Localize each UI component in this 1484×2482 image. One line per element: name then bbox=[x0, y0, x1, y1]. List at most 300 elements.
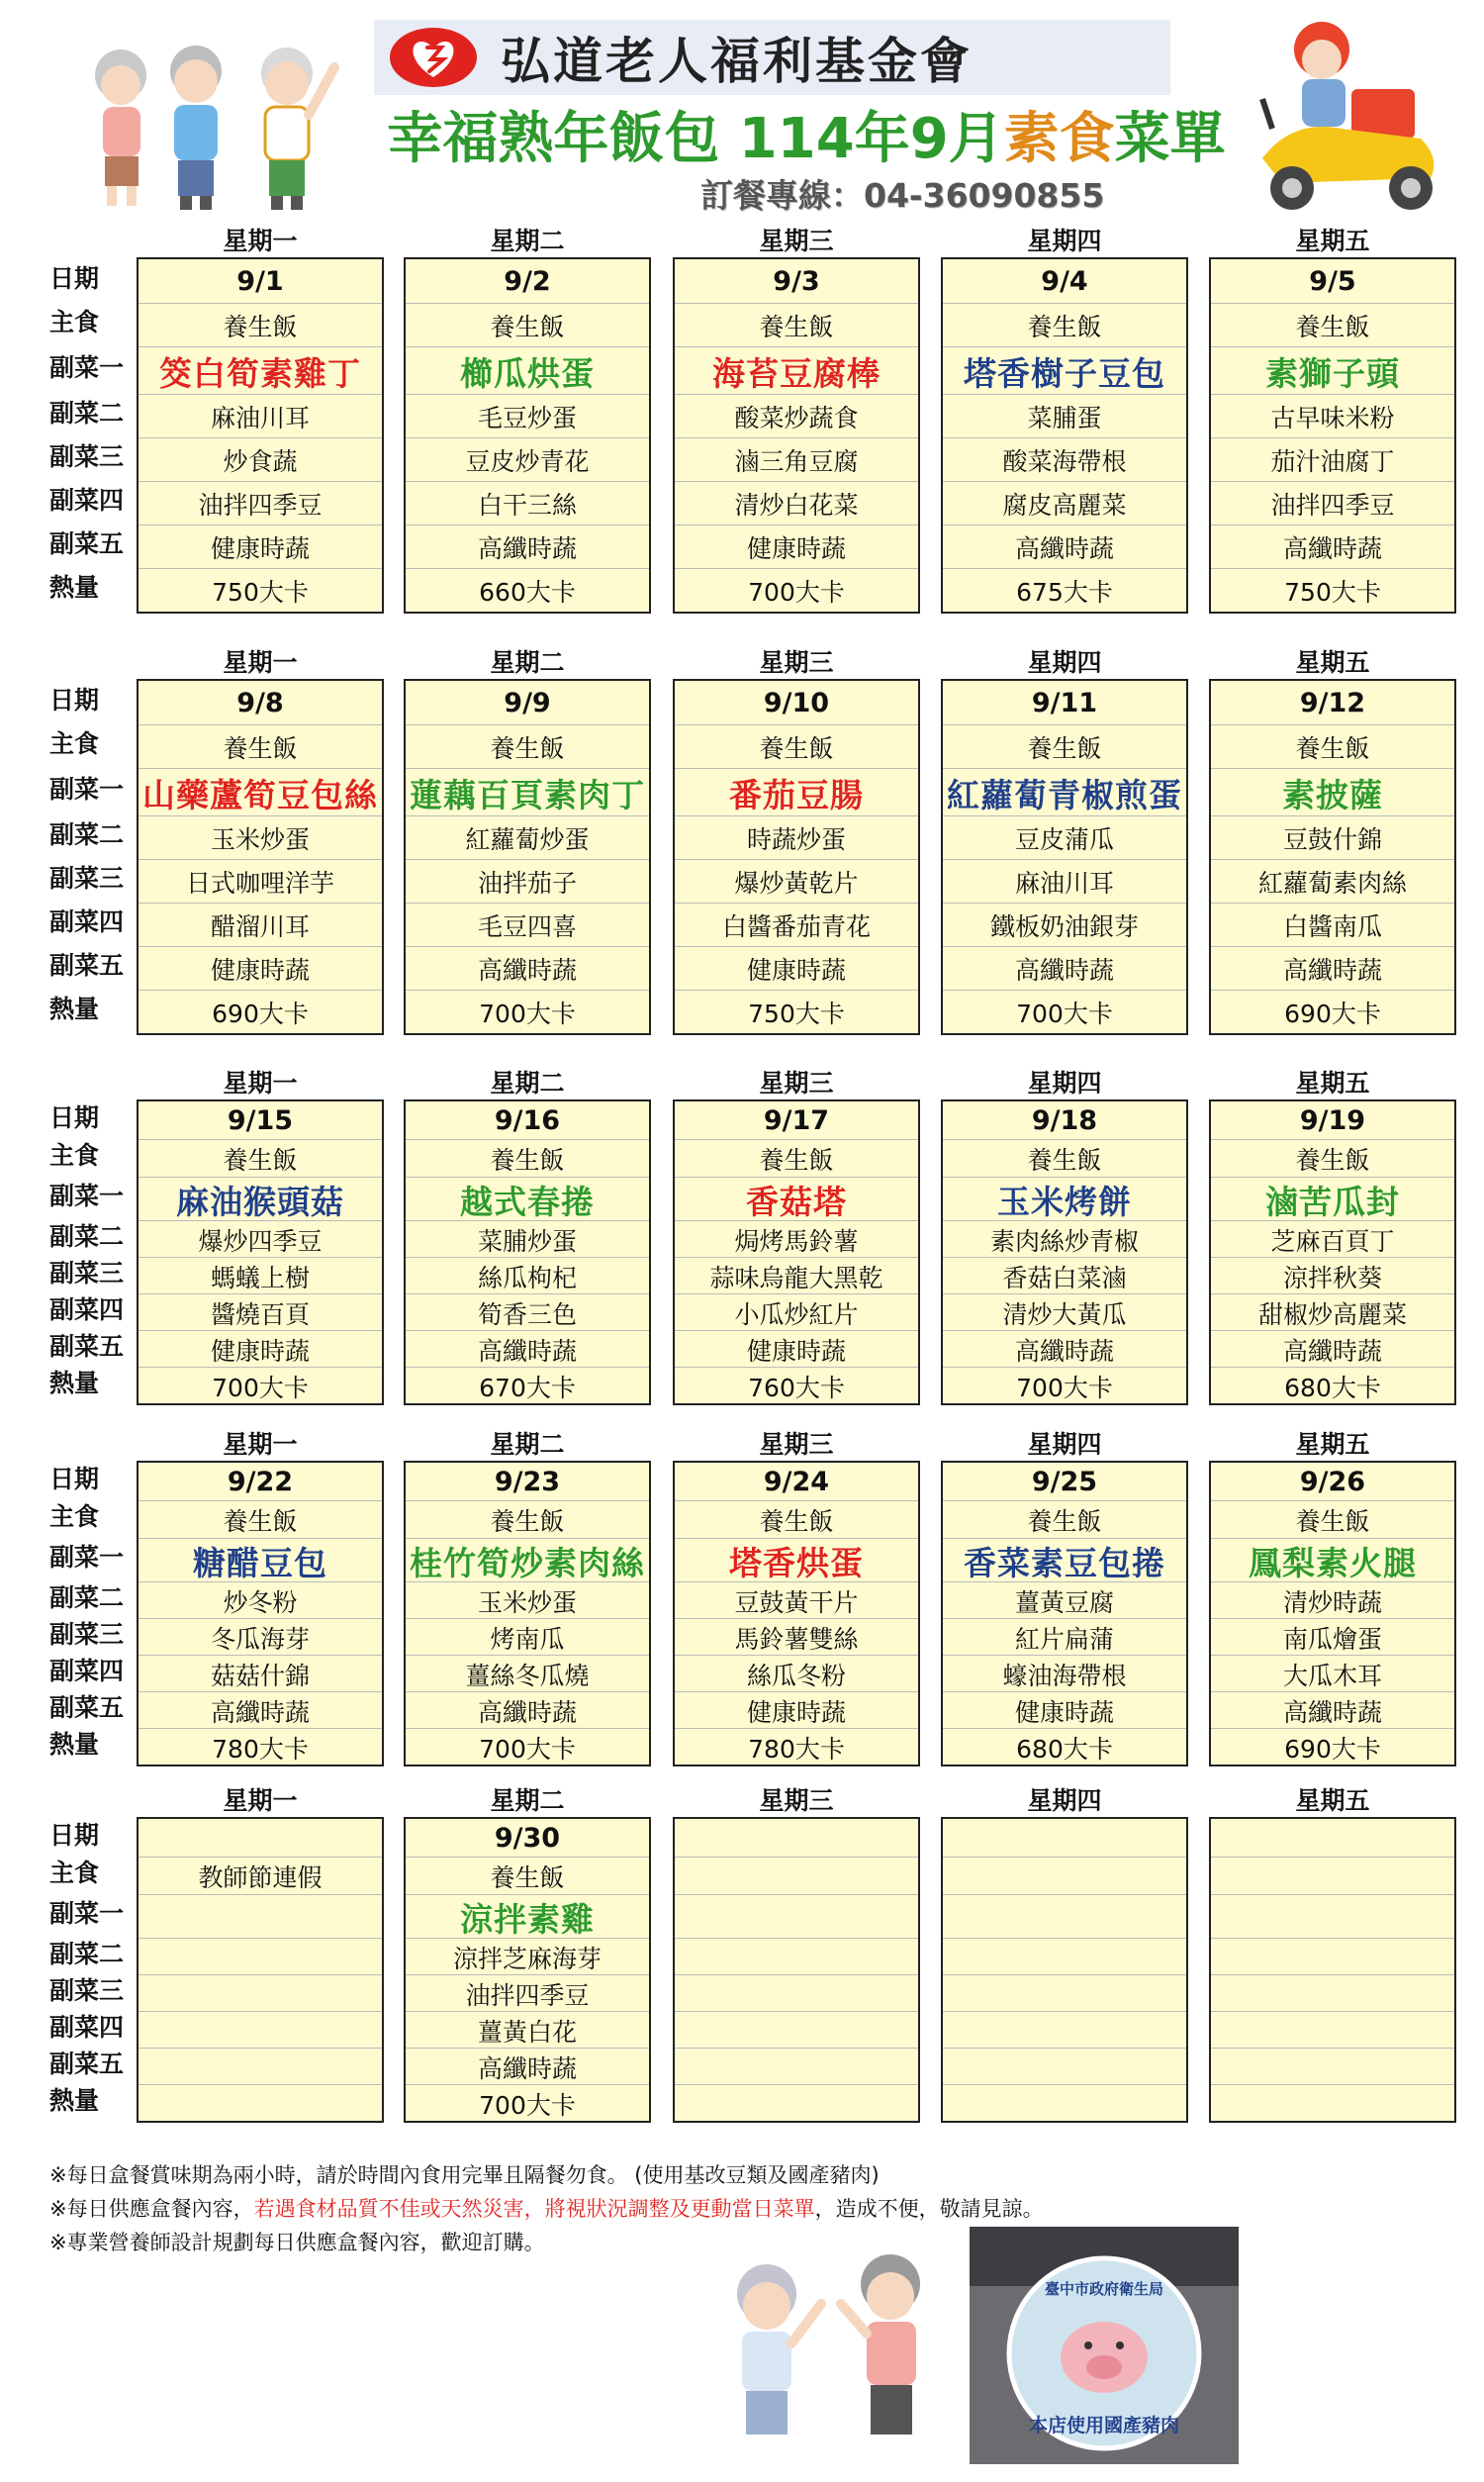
staple-cell: 養生飯 bbox=[406, 1139, 649, 1178]
staple-cell: 養生飯 bbox=[675, 1139, 918, 1178]
main-dish-cell: 滷苦瓜封 bbox=[1211, 1177, 1454, 1221]
row-label: 副菜二 bbox=[49, 1583, 125, 1612]
delivery-scooter-illustration-icon bbox=[1233, 10, 1460, 223]
side2-cell: 菜脯炒蛋 bbox=[406, 1220, 649, 1258]
side4-cell: 醬燒百頁 bbox=[139, 1293, 382, 1331]
row-label: 副菜二 bbox=[49, 1940, 125, 1968]
side4-cell: 醋溜川耳 bbox=[139, 903, 382, 947]
side3-cell: 豆皮炒青花 bbox=[406, 437, 649, 482]
row-label: 熱量 bbox=[49, 1369, 100, 1397]
date-cell: 9/5 bbox=[1309, 265, 1356, 297]
main-dish-cell: 素披薩 bbox=[1211, 768, 1454, 816]
date-cell: 9/3 bbox=[773, 265, 820, 297]
weekday-header: 星期五 bbox=[1295, 227, 1370, 255]
kcal-cell: 700大卡 bbox=[139, 1367, 382, 1404]
side4-cell: 筍香三色 bbox=[406, 1293, 649, 1331]
side4-cell bbox=[943, 2011, 1186, 2049]
side3-cell: 馬鈴薯雙絲 bbox=[675, 1618, 918, 1656]
side2-cell: 焗烤馬鈴薯 bbox=[675, 1220, 918, 1258]
main-dish-cell bbox=[675, 1894, 918, 1939]
kcal-cell: 700大卡 bbox=[675, 568, 918, 613]
side4-cell: 腐皮高麗菜 bbox=[943, 481, 1186, 525]
staple-cell: 養生飯 bbox=[1211, 1139, 1454, 1178]
side2-cell: 紅蘿蔔炒蛋 bbox=[406, 815, 649, 860]
side5-cell: 健康時蔬 bbox=[675, 1330, 918, 1368]
main-dish-cell: 番茄豆腸 bbox=[675, 768, 918, 816]
row-label: 日期 bbox=[49, 1465, 100, 1493]
title-part-4: 菜單 bbox=[1114, 107, 1226, 171]
side4-cell: 鐵板奶油銀芽 bbox=[943, 903, 1186, 947]
kcal-cell: 700大卡 bbox=[406, 1728, 649, 1766]
side3-cell: 涼拌秋葵 bbox=[1211, 1257, 1454, 1294]
staple-cell: 養生飯 bbox=[675, 724, 918, 769]
side2-cell: 毛豆炒蛋 bbox=[406, 394, 649, 438]
kcal-cell: 690大卡 bbox=[1211, 990, 1454, 1034]
side2-cell: 麻油川耳 bbox=[139, 394, 382, 438]
org-banner bbox=[374, 20, 1170, 95]
weekday-header: 星期二 bbox=[490, 648, 565, 677]
weekday-header: 星期一 bbox=[223, 1786, 298, 1815]
row-label: 副菜一 bbox=[49, 353, 125, 382]
main-dish-cell: 塔香烘蛋 bbox=[675, 1538, 918, 1582]
date-cell: 9/16 bbox=[494, 1104, 561, 1136]
date-cell: 9/18 bbox=[1031, 1104, 1098, 1136]
main-dish-cell: 山藥蘆筍豆包絲 bbox=[139, 768, 382, 816]
side3-cell bbox=[943, 1974, 1186, 2012]
staple-cell: 養生飯 bbox=[943, 1500, 1186, 1539]
day-column bbox=[404, 1099, 651, 1405]
main-dish-cell bbox=[139, 1894, 382, 1939]
row-label: 副菜一 bbox=[49, 1182, 125, 1210]
weekday-header: 星期三 bbox=[759, 1069, 834, 1098]
row-label: 副菜三 bbox=[49, 442, 125, 471]
weekday-header: 星期四 bbox=[1027, 648, 1102, 677]
menu-title bbox=[376, 95, 1237, 174]
date-cell: 9/8 bbox=[236, 687, 284, 718]
main-dish-cell bbox=[943, 1894, 1186, 1939]
side5-cell: 高纖時蔬 bbox=[406, 1330, 649, 1368]
side5-cell: 高纖時蔬 bbox=[406, 1691, 649, 1729]
weekday-header: 星期一 bbox=[223, 648, 298, 677]
day-column bbox=[673, 1099, 920, 1405]
staple-cell: 養生飯 bbox=[406, 1857, 649, 1895]
staple-cell: 養生飯 bbox=[675, 1500, 918, 1539]
row-label: 副菜三 bbox=[49, 1259, 125, 1288]
staple-cell: 養生飯 bbox=[675, 303, 918, 347]
day-column bbox=[137, 1817, 384, 2123]
side3-cell: 螞蟻上樹 bbox=[139, 1257, 382, 1294]
side5-cell: 高纖時蔬 bbox=[1211, 1330, 1454, 1368]
note-menu-change bbox=[49, 2193, 1044, 2223]
side4-cell: 大瓜木耳 bbox=[1211, 1655, 1454, 1692]
side3-cell: 絲瓜枸杞 bbox=[406, 1257, 649, 1294]
day-column bbox=[404, 1461, 651, 1766]
date-cell: 9/15 bbox=[227, 1104, 294, 1136]
side4-cell: 清炒大黃瓜 bbox=[943, 1293, 1186, 1331]
title-part-2: 114年9月 bbox=[719, 107, 1004, 171]
main-dish-cell: 越式春捲 bbox=[406, 1177, 649, 1221]
kcal-cell: 700大卡 bbox=[406, 2084, 649, 2122]
side3-cell bbox=[675, 1974, 918, 2012]
sticker-bottom-text: 本店使用國產豬肉 bbox=[1028, 2415, 1179, 2436]
day-column bbox=[1209, 1817, 1456, 2123]
side5-cell: 高纖時蔬 bbox=[406, 2048, 649, 2085]
row-label: 副菜四 bbox=[49, 1657, 125, 1685]
date-cell: 9/24 bbox=[763, 1466, 830, 1497]
date-cell: 9/22 bbox=[227, 1466, 294, 1497]
weekday-header: 星期五 bbox=[1295, 1786, 1370, 1815]
side2-cell bbox=[1211, 1938, 1454, 1975]
day-column bbox=[1209, 679, 1456, 1035]
day-column bbox=[941, 1461, 1188, 1766]
weekday-header: 星期二 bbox=[490, 1069, 565, 1098]
note-menu-change-a: ※每日供應盒餐內容， bbox=[49, 2197, 254, 2221]
row-label: 副菜二 bbox=[49, 399, 125, 428]
staple-cell: 養生飯 bbox=[406, 724, 649, 769]
side5-cell: 健康時蔬 bbox=[675, 525, 918, 569]
side5-cell: 高纖時蔬 bbox=[943, 1330, 1186, 1368]
side5-cell: 高纖時蔬 bbox=[1211, 946, 1454, 991]
row-label: 副菜四 bbox=[49, 2013, 125, 2042]
side5-cell: 高纖時蔬 bbox=[139, 1691, 382, 1729]
kcal-cell: 670大卡 bbox=[406, 1367, 649, 1404]
side2-cell: 玉米炒蛋 bbox=[139, 815, 382, 860]
note-shelf-life: ※每日盒餐賞味期為兩小時，請於時間內食用完畢且隔餐勿食。 (使用基改豆類及國產豬肉) bbox=[49, 2163, 880, 2187]
date-cell bbox=[139, 1819, 382, 1857]
day-column bbox=[941, 679, 1188, 1035]
side2-cell: 爆炒四季豆 bbox=[139, 1220, 382, 1258]
side3-cell: 烤南瓜 bbox=[406, 1618, 649, 1656]
day-column bbox=[941, 1099, 1188, 1405]
weekday-header: 星期五 bbox=[1295, 1069, 1370, 1098]
kcal-cell: 780大卡 bbox=[139, 1728, 382, 1766]
side5-cell: 健康時蔬 bbox=[675, 1691, 918, 1729]
weekday-header: 星期三 bbox=[759, 1430, 834, 1459]
side5-cell: 高纖時蔬 bbox=[406, 525, 649, 569]
main-dish-cell: 紅蘿蔔青椒煎蛋 bbox=[943, 768, 1186, 816]
elderly-couple-illustration-icon bbox=[693, 2235, 979, 2462]
note-menu-change-warning: 若遇食材品質不佳或天然災害，將視狀況調整及更動當日菜單 bbox=[253, 2197, 815, 2221]
side3-cell: 紅片扁蒲 bbox=[943, 1618, 1186, 1656]
day-column bbox=[673, 1817, 920, 2123]
row-label: 熱量 bbox=[49, 1730, 100, 1759]
date-cell: 9/1 bbox=[236, 265, 284, 297]
row-label: 副菜五 bbox=[49, 951, 125, 980]
day-column bbox=[137, 679, 384, 1035]
side3-cell: 炒食蔬 bbox=[139, 437, 382, 482]
staple-cell: 養生飯 bbox=[943, 1139, 1186, 1178]
day-column bbox=[673, 679, 920, 1035]
day-column bbox=[404, 679, 651, 1035]
weekday-header: 星期三 bbox=[759, 227, 834, 255]
title-part-1: 幸福熟年飯包 bbox=[387, 107, 720, 171]
kcal-cell: 680大卡 bbox=[1211, 1367, 1454, 1404]
date-cell: 9/23 bbox=[494, 1466, 561, 1497]
day-column bbox=[404, 1817, 651, 2123]
side2-cell: 涼拌芝麻海芽 bbox=[406, 1938, 649, 1975]
row-label: 副菜五 bbox=[49, 2050, 125, 2078]
staple-cell: 養生飯 bbox=[1211, 303, 1454, 347]
side4-cell: 蠔油海帶根 bbox=[943, 1655, 1186, 1692]
date-cell: 9/10 bbox=[763, 687, 830, 718]
row-label: 副菜一 bbox=[49, 1899, 125, 1928]
main-dish-cell: 海苔豆腐棒 bbox=[675, 346, 918, 395]
day-column bbox=[941, 257, 1188, 614]
weekday-header: 星期一 bbox=[223, 1430, 298, 1459]
weekday-header: 星期一 bbox=[223, 1069, 298, 1098]
side5-cell: 高纖時蔬 bbox=[1211, 525, 1454, 569]
side3-cell: 蒜味烏龍大黑乾 bbox=[675, 1257, 918, 1294]
staple-cell bbox=[675, 1857, 918, 1895]
row-label: 副菜三 bbox=[49, 1976, 125, 2005]
day-column bbox=[1209, 1461, 1456, 1766]
side3-cell: 滷三角豆腐 bbox=[675, 437, 918, 482]
side2-cell: 豆皮蒲瓜 bbox=[943, 815, 1186, 860]
main-dish-cell: 櫛瓜烘蛋 bbox=[406, 346, 649, 395]
row-label: 副菜三 bbox=[49, 864, 125, 893]
row-label: 副菜四 bbox=[49, 907, 125, 936]
date-cell: 9/26 bbox=[1299, 1466, 1366, 1497]
staple-cell bbox=[943, 1857, 1186, 1895]
org-heart-logo-icon bbox=[388, 26, 479, 89]
main-dish-cell: 香菇塔 bbox=[675, 1177, 918, 1221]
side3-cell: 南瓜燴蛋 bbox=[1211, 1618, 1454, 1656]
row-label: 熱量 bbox=[49, 2086, 100, 2115]
kcal-cell: 690大卡 bbox=[139, 990, 382, 1034]
kcal-cell: 690大卡 bbox=[1211, 1728, 1454, 1766]
main-dish-cell: 桂竹筍炒素肉絲 bbox=[406, 1538, 649, 1582]
day-column bbox=[941, 1817, 1188, 2123]
row-label: 副菜二 bbox=[49, 820, 125, 849]
kcal-cell: 700大卡 bbox=[406, 990, 649, 1034]
side4-cell: 白干三絲 bbox=[406, 481, 649, 525]
side2-cell: 時蔬炒蛋 bbox=[675, 815, 918, 860]
row-label: 主食 bbox=[49, 1859, 100, 1887]
side2-cell bbox=[675, 1938, 918, 1975]
kcal-cell bbox=[675, 2084, 918, 2122]
side4-cell bbox=[1211, 2011, 1454, 2049]
staple-cell: 教師節連假 bbox=[139, 1857, 382, 1895]
date-cell: 9/25 bbox=[1031, 1466, 1098, 1497]
side3-cell: 紅蘿蔔素肉絲 bbox=[1211, 859, 1454, 904]
staple-cell: 養生飯 bbox=[1211, 724, 1454, 769]
main-dish-cell: 素獅子頭 bbox=[1211, 346, 1454, 395]
side5-cell: 健康時蔬 bbox=[139, 1330, 382, 1368]
weekday-header: 星期四 bbox=[1027, 227, 1102, 255]
day-column bbox=[1209, 257, 1456, 614]
side2-cell: 豆鼓黃干片 bbox=[675, 1581, 918, 1619]
note-dietitian: ※專業營養師設計規劃每日供應盒餐內容，歡迎訂購。 bbox=[49, 2231, 545, 2254]
row-label: 副菜五 bbox=[49, 529, 125, 558]
side3-cell: 香菇白菜滷 bbox=[943, 1257, 1186, 1294]
side2-cell: 豆鼓什錦 bbox=[1211, 815, 1454, 860]
side3-cell: 酸菜海帶根 bbox=[943, 437, 1186, 482]
day-column bbox=[673, 1461, 920, 1766]
row-label: 副菜四 bbox=[49, 486, 125, 515]
main-dish-cell: 蓮藕百頁素肉丁 bbox=[406, 768, 649, 816]
side2-cell: 清炒時蔬 bbox=[1211, 1581, 1454, 1619]
side4-cell bbox=[675, 2011, 918, 2049]
staple-cell: 養生飯 bbox=[406, 303, 649, 347]
date-cell bbox=[675, 1819, 918, 1857]
kcal-cell: 750大卡 bbox=[675, 990, 918, 1034]
row-label: 日期 bbox=[49, 1821, 100, 1850]
side5-cell: 健康時蔬 bbox=[675, 946, 918, 991]
date-cell: 9/9 bbox=[504, 687, 551, 718]
side5-cell bbox=[675, 2048, 918, 2085]
side2-cell: 薑黃豆腐 bbox=[943, 1581, 1186, 1619]
row-label: 副菜一 bbox=[49, 1543, 125, 1572]
side4-cell: 油拌四季豆 bbox=[139, 481, 382, 525]
side3-cell: 麻油川耳 bbox=[943, 859, 1186, 904]
side5-cell: 高纖時蔬 bbox=[943, 525, 1186, 569]
weekday-header: 星期五 bbox=[1295, 1430, 1370, 1459]
order-hotline: 訂餐專線：04-36090855 bbox=[700, 176, 1105, 215]
weekday-header: 星期四 bbox=[1027, 1069, 1102, 1098]
side4-cell: 薑黃白花 bbox=[406, 2011, 649, 2049]
staple-cell: 養生飯 bbox=[943, 724, 1186, 769]
row-label: 副菜三 bbox=[49, 1620, 125, 1649]
kcal-cell: 660大卡 bbox=[406, 568, 649, 613]
side5-cell bbox=[943, 2048, 1186, 2085]
side3-cell: 茄汁油腐丁 bbox=[1211, 437, 1454, 482]
elderly-group-illustration-icon bbox=[79, 28, 346, 216]
side4-cell: 油拌四季豆 bbox=[1211, 481, 1454, 525]
day-column bbox=[1209, 1099, 1456, 1405]
main-dish-cell: 筊白筍素雞丁 bbox=[139, 346, 382, 395]
day-column bbox=[137, 257, 384, 614]
row-label: 副菜五 bbox=[49, 1332, 125, 1361]
staple-cell: 養生飯 bbox=[139, 724, 382, 769]
date-cell: 9/17 bbox=[763, 1104, 830, 1136]
weekday-header: 星期二 bbox=[490, 1430, 565, 1459]
side4-cell: 毛豆四喜 bbox=[406, 903, 649, 947]
date-cell: 9/19 bbox=[1299, 1104, 1366, 1136]
staple-cell: 養生飯 bbox=[139, 1139, 382, 1178]
side5-cell: 健康時蔬 bbox=[943, 1691, 1186, 1729]
side2-cell: 炒冬粉 bbox=[139, 1581, 382, 1619]
staple-cell: 養生飯 bbox=[943, 303, 1186, 347]
row-label: 熱量 bbox=[49, 573, 100, 602]
side2-cell bbox=[139, 1938, 382, 1975]
row-label: 主食 bbox=[49, 308, 100, 336]
side2-cell: 素肉絲炒青椒 bbox=[943, 1220, 1186, 1258]
date-cell bbox=[943, 1819, 1186, 1857]
main-dish-cell: 麻油猴頭菇 bbox=[139, 1177, 382, 1221]
kcal-cell: 760大卡 bbox=[675, 1367, 918, 1404]
side5-cell: 健康時蔬 bbox=[139, 525, 382, 569]
side4-cell: 薑絲冬瓜燒 bbox=[406, 1655, 649, 1692]
side3-cell: 油拌四季豆 bbox=[406, 1974, 649, 2012]
main-dish-cell: 涼拌素雞 bbox=[406, 1894, 649, 1939]
note-menu-change-b: ，造成不便，敬請見諒。 bbox=[814, 2197, 1044, 2221]
kcal-cell: 750大卡 bbox=[139, 568, 382, 613]
kcal-cell: 675大卡 bbox=[943, 568, 1186, 613]
side5-cell bbox=[139, 2048, 382, 2085]
main-dish-cell: 玉米烤餅 bbox=[943, 1177, 1186, 1221]
side3-cell: 冬瓜海芽 bbox=[139, 1618, 382, 1656]
date-cell: 9/30 bbox=[494, 1822, 561, 1854]
weekday-header: 星期二 bbox=[490, 227, 565, 255]
staple-cell: 養生飯 bbox=[139, 303, 382, 347]
kcal-cell bbox=[1211, 2084, 1454, 2122]
main-dish-cell: 香菜素豆包捲 bbox=[943, 1538, 1186, 1582]
side3-cell: 日式咖哩洋芋 bbox=[139, 859, 382, 904]
kcal-cell: 680大卡 bbox=[943, 1728, 1186, 1766]
weekday-header: 星期三 bbox=[759, 1786, 834, 1815]
staple-cell bbox=[1211, 1857, 1454, 1895]
staple-cell: 養生飯 bbox=[139, 1500, 382, 1539]
side4-cell: 甜椒炒高麗菜 bbox=[1211, 1293, 1454, 1331]
row-label: 副菜一 bbox=[49, 775, 125, 804]
weekday-header: 星期一 bbox=[223, 227, 298, 255]
side3-cell bbox=[139, 1974, 382, 2012]
staple-cell: 養生飯 bbox=[406, 1500, 649, 1539]
side2-cell: 芝麻百頁丁 bbox=[1211, 1220, 1454, 1258]
domestic-pork-sticker bbox=[970, 2227, 1239, 2464]
title-part-3: 素食 bbox=[1003, 107, 1115, 171]
side3-cell: 爆炒黃乾片 bbox=[675, 859, 918, 904]
side2-cell bbox=[943, 1938, 1186, 1975]
staple-cell: 養生飯 bbox=[1211, 1500, 1454, 1539]
kcal-cell: 700大卡 bbox=[943, 1367, 1186, 1404]
side4-cell: 絲瓜冬粉 bbox=[675, 1655, 918, 1692]
date-cell: 9/2 bbox=[504, 265, 551, 297]
side4-cell: 白醬南瓜 bbox=[1211, 903, 1454, 947]
row-label: 主食 bbox=[49, 729, 100, 758]
date-cell bbox=[1211, 1819, 1454, 1857]
kcal-cell: 700大卡 bbox=[943, 990, 1186, 1034]
side5-cell: 高纖時蔬 bbox=[1211, 1691, 1454, 1729]
sticker-top-text: 臺中市政府衛生局 bbox=[1044, 2280, 1163, 2298]
main-dish-cell: 糖醋豆包 bbox=[139, 1538, 382, 1582]
row-label: 副菜四 bbox=[49, 1295, 125, 1324]
weekday-header: 星期五 bbox=[1295, 648, 1370, 677]
side2-cell: 古早味米粉 bbox=[1211, 394, 1454, 438]
row-label: 副菜五 bbox=[49, 1693, 125, 1722]
main-dish-cell: 塔香樹子豆包 bbox=[943, 346, 1186, 395]
date-cell: 9/11 bbox=[1031, 687, 1098, 718]
date-cell: 9/4 bbox=[1041, 265, 1088, 297]
day-column bbox=[673, 257, 920, 614]
side4-cell: 小瓜炒紅片 bbox=[675, 1293, 918, 1331]
side5-cell: 高纖時蔬 bbox=[943, 946, 1186, 991]
weekday-header: 星期三 bbox=[759, 648, 834, 677]
row-label: 日期 bbox=[49, 686, 100, 715]
side4-cell: 白醬番茄青花 bbox=[675, 903, 918, 947]
side5-cell: 高纖時蔬 bbox=[406, 946, 649, 991]
row-label: 副菜二 bbox=[49, 1222, 125, 1251]
side2-cell: 玉米炒蛋 bbox=[406, 1581, 649, 1619]
date-cell: 9/12 bbox=[1299, 687, 1366, 718]
side5-cell: 健康時蔬 bbox=[139, 946, 382, 991]
weekday-header: 星期二 bbox=[490, 1786, 565, 1815]
kcal-cell: 750大卡 bbox=[1211, 568, 1454, 613]
kcal-cell bbox=[943, 2084, 1186, 2122]
kcal-cell: 780大卡 bbox=[675, 1728, 918, 1766]
row-label: 主食 bbox=[49, 1141, 100, 1170]
side4-cell: 菇菇什錦 bbox=[139, 1655, 382, 1692]
main-dish-cell bbox=[1211, 1894, 1454, 1939]
day-column bbox=[137, 1461, 384, 1766]
weekday-header: 星期四 bbox=[1027, 1786, 1102, 1815]
row-label: 日期 bbox=[49, 1103, 100, 1132]
day-column bbox=[137, 1099, 384, 1405]
row-label: 熱量 bbox=[49, 995, 100, 1023]
row-label: 日期 bbox=[49, 264, 100, 293]
day-column bbox=[404, 257, 651, 614]
side4-cell bbox=[139, 2011, 382, 2049]
